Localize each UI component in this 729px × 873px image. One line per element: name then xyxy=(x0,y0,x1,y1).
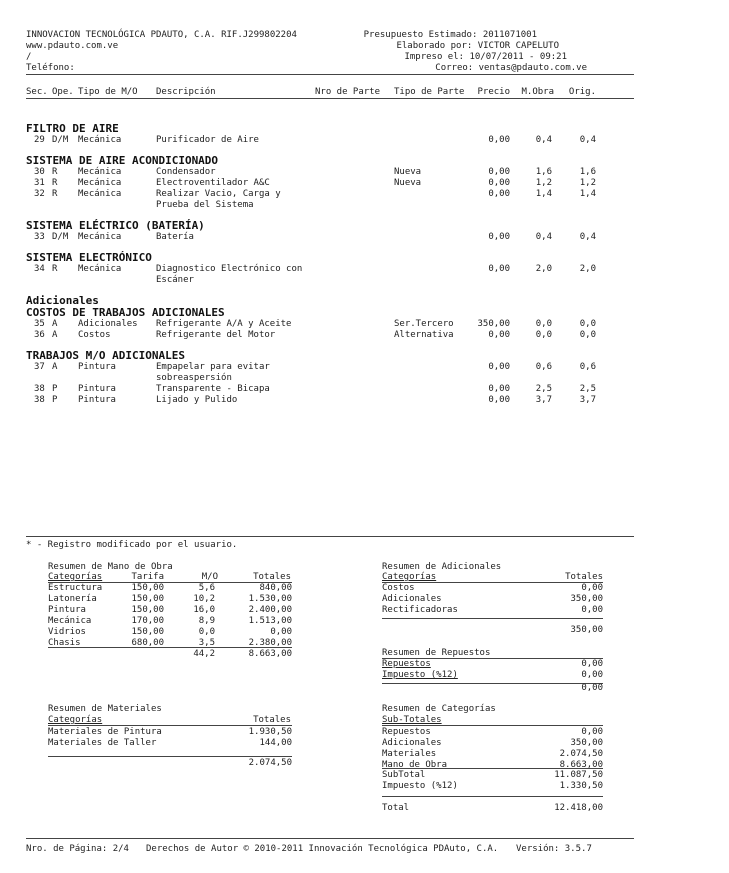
divider xyxy=(382,683,603,684)
summary-category: Chasis xyxy=(48,638,81,648)
divider xyxy=(48,756,292,757)
version: Versión: 3.5.7 xyxy=(516,844,592,854)
item-tipo-parte: Nueva xyxy=(394,178,422,188)
item-sec: 33 xyxy=(34,232,45,242)
divider xyxy=(48,647,292,648)
summary-category: Impuesto (%12) xyxy=(382,670,458,680)
summary-category: Estructura xyxy=(48,583,103,593)
summary-tot: 2.400,00 xyxy=(248,605,292,615)
item-desc-cont: Escáner xyxy=(156,275,194,285)
summary-tarifa: 150,00 xyxy=(131,594,164,604)
item-orig: 1,6 xyxy=(579,167,596,177)
item-sec: 32 xyxy=(34,189,45,199)
item-sec: 29 xyxy=(34,135,45,145)
col-descripcion: Descripción xyxy=(156,87,216,97)
item-precio: 0,00 xyxy=(488,135,510,145)
labor-h-tarifa: Tarifa xyxy=(131,572,164,582)
item-mobra: 0,0 xyxy=(535,319,552,329)
col-tipo-parte: Tipo de Parte xyxy=(394,87,465,97)
item-tipo-parte: Ser.Tercero xyxy=(394,319,454,329)
modified-note: * - Registro modificado por el usuario. xyxy=(26,540,238,550)
item-precio: 0,00 xyxy=(488,178,510,188)
summary-tot: 0,00 xyxy=(581,583,603,593)
subtotal-label: SubTotal xyxy=(382,770,426,780)
copyright: Derechos de Autor © 2010-2011 Innovación Tecnológica PDAuto, C.A. xyxy=(146,844,499,854)
item-precio: 0,00 xyxy=(488,330,510,340)
item-mobra: 0,6 xyxy=(535,362,552,372)
section-title: SISTEMA ELÉCTRICO (BATERÍA) xyxy=(26,219,205,232)
summary-category: Mecánica xyxy=(48,616,92,626)
extras-summary-title: Resumen de Adicionales xyxy=(382,562,502,572)
item-orig: 3,7 xyxy=(579,395,596,405)
summary-mo: 16,0 xyxy=(193,605,215,615)
summary-category: Repuestos xyxy=(382,659,431,669)
item-precio: 0,00 xyxy=(488,384,510,394)
summary-tot: 0,00 xyxy=(581,727,603,737)
item-tipo: Mecánica xyxy=(78,232,122,242)
parts-total: 0,00 xyxy=(581,683,603,693)
section-title: FILTRO DE AIRE xyxy=(26,122,119,135)
item-orig: 1,4 xyxy=(579,189,596,199)
divider xyxy=(48,725,292,726)
email: Correo: ventas@pdauto.com.ve xyxy=(435,63,587,73)
item-mobra: 2,5 xyxy=(535,384,552,394)
item-precio: 0,00 xyxy=(488,167,510,177)
divider xyxy=(382,796,603,797)
summary-tot: 0,00 xyxy=(581,605,603,615)
summary-category: Repuestos xyxy=(382,727,431,737)
item-orig: 1,2 xyxy=(579,178,596,188)
item-tipo: Mecánica xyxy=(78,264,122,274)
item-tipo-parte: Nueva xyxy=(394,167,422,177)
item-desc-cont: Prueba del Sistema xyxy=(156,200,254,210)
grand-total: 12.418,00 xyxy=(554,803,603,813)
budget-number: Presupuesto Estimado: 2011071001 xyxy=(363,30,537,40)
divider xyxy=(26,536,634,537)
extras-total: 350,00 xyxy=(570,625,603,635)
item-ope: A xyxy=(52,362,58,372)
summary-tarifa: 170,00 xyxy=(131,616,164,626)
item-ope: P xyxy=(52,395,58,405)
summary-tot: 840,00 xyxy=(259,583,292,593)
summary-mo: 8,9 xyxy=(198,616,215,626)
extras-h-totales: Totales xyxy=(565,572,603,582)
item-ope: R xyxy=(52,264,58,274)
company-name: INNOVACION TECNOLÓGICA PDAUTO, C.A. RIF.J299802204 xyxy=(26,30,297,40)
item-mobra: 0,4 xyxy=(535,232,552,242)
item-precio: 0,00 xyxy=(488,362,510,372)
col-mobra: M.Obra xyxy=(521,87,554,97)
slash: / xyxy=(26,52,32,62)
page-number: Nro. de Página: 2/4 xyxy=(26,844,129,854)
categories-h-subtotales: Sub-Totales xyxy=(382,715,442,725)
item-desc: Electroventilador A&C xyxy=(156,178,270,188)
item-ope: R xyxy=(52,189,58,199)
item-desc: Purificador de Aire xyxy=(156,135,259,145)
labor-h-totales: Totales xyxy=(253,572,291,582)
col-sec: Sec. xyxy=(26,87,48,97)
summary-category: Materiales de Taller xyxy=(48,738,157,748)
summary-mo: 10,2 xyxy=(193,594,215,604)
item-orig: 0,0 xyxy=(579,319,596,329)
item-desc: Lijado y Pulido xyxy=(156,395,238,405)
printed-date: Impreso el: 10/07/2011 - 09:21 xyxy=(404,52,567,62)
total-label: Total xyxy=(382,803,410,813)
item-mobra: 3,7 xyxy=(535,395,552,405)
categories-summary-title: Resumen de Categorías xyxy=(382,704,496,714)
item-ope: A xyxy=(52,319,58,329)
item-desc: Diagnostico Electrónico con xyxy=(156,264,303,274)
materials-h-cat: Categorías xyxy=(48,715,103,725)
item-precio: 0,00 xyxy=(488,395,510,405)
item-mobra: 0,0 xyxy=(535,330,552,340)
summary-category: Vidrios xyxy=(48,627,86,637)
item-tipo: Pintura xyxy=(78,362,116,372)
item-ope: R xyxy=(52,167,58,177)
labor-total-mo: 44,2 xyxy=(193,649,215,659)
labor-summary-title: Resumen de Mano de Obra xyxy=(48,562,173,572)
summary-tot: 0,00 xyxy=(581,659,603,669)
subtotal-value: 11.087,50 xyxy=(554,770,603,780)
item-desc: Empapelar para evitar xyxy=(156,362,270,372)
item-tipo: Mecánica xyxy=(78,167,122,177)
item-mobra: 1,2 xyxy=(535,178,552,188)
parts-summary-title: Resumen de Repuestos xyxy=(382,648,491,658)
materials-total: 2.074,50 xyxy=(248,758,292,768)
item-desc: Refrigerante A/A y Aceite xyxy=(156,319,292,329)
item-tipo: Mecánica xyxy=(78,178,122,188)
summary-tot: 350,00 xyxy=(570,594,603,604)
item-mobra: 1,4 xyxy=(535,189,552,199)
summary-mo: 5,6 xyxy=(198,583,215,593)
item-desc: Batería xyxy=(156,232,194,242)
col-ope: Ope. xyxy=(52,87,74,97)
item-precio: 0,00 xyxy=(488,232,510,242)
summary-category: Materiales de Pintura xyxy=(48,727,162,737)
col-orig: Orig. xyxy=(568,87,596,97)
item-tipo: Pintura xyxy=(78,395,116,405)
summary-category: Pintura xyxy=(48,605,86,615)
item-tipo-parte: Alternativa xyxy=(394,330,454,340)
item-precio: 0,00 xyxy=(488,264,510,274)
item-desc: Refrigerante del Motor xyxy=(156,330,276,340)
item-ope: D/M xyxy=(52,232,69,242)
section-title: TRABAJOS M/O ADICIONALES xyxy=(26,349,185,362)
summary-tot: 1.513,00 xyxy=(248,616,292,626)
tax-value: 1.330,50 xyxy=(559,781,603,791)
summary-category: Latonería xyxy=(48,594,97,604)
summary-tot: 1.530,00 xyxy=(248,594,292,604)
summary-tarifa: 150,00 xyxy=(131,627,164,637)
item-desc-cont: sobreaspersión xyxy=(156,373,232,383)
summary-category: Rectificadoras xyxy=(382,605,458,615)
item-precio: 0,00 xyxy=(488,189,510,199)
phone-label: Teléfono: xyxy=(26,63,75,73)
item-tipo: Adicionales xyxy=(78,319,138,329)
divider xyxy=(26,838,634,839)
divider xyxy=(26,74,634,75)
item-precio: 350,00 xyxy=(477,319,510,329)
item-desc: Condensador xyxy=(156,167,216,177)
summary-tarifa: 150,00 xyxy=(131,583,164,593)
divider xyxy=(26,98,634,99)
summary-category: Adicionales xyxy=(382,594,442,604)
summary-category: Costos xyxy=(382,583,415,593)
item-sec: 30 xyxy=(34,167,45,177)
item-desc: Transparente - Bicapa xyxy=(156,384,270,394)
section-title: COSTOS DE TRABAJOS ADICIONALES xyxy=(26,306,225,319)
item-sec: 37 xyxy=(34,362,45,372)
item-ope: A xyxy=(52,330,58,340)
item-sec: 38 xyxy=(34,384,45,394)
extras-h-cat: Categorías xyxy=(382,572,437,582)
made-by: Elaborado por: VICTOR CAPELUTO xyxy=(396,41,559,51)
item-orig: 0,4 xyxy=(579,232,596,242)
col-tipo: Tipo de M/O xyxy=(78,87,138,97)
divider xyxy=(382,582,603,583)
item-ope: R xyxy=(52,178,58,188)
labor-h-cat: Categorías xyxy=(48,572,103,582)
summary-mo: 0,0 xyxy=(198,627,215,637)
materials-h-totales: Totales xyxy=(253,715,291,725)
summary-tot: 1.930,50 xyxy=(248,727,292,737)
divider xyxy=(382,768,603,769)
summary-tot: 8.663,00 xyxy=(559,760,603,770)
summary-category: Materiales xyxy=(382,749,437,759)
item-mobra: 1,6 xyxy=(535,167,552,177)
summary-tot: 0,00 xyxy=(270,627,292,637)
company-website: www.pdauto.com.ve xyxy=(26,41,119,51)
materials-summary-title: Resumen de Materiales xyxy=(48,704,162,714)
divider xyxy=(382,725,603,726)
item-orig: 0,6 xyxy=(579,362,596,372)
divider xyxy=(382,618,603,619)
item-orig: 2,5 xyxy=(579,384,596,394)
item-orig: 0,4 xyxy=(579,135,596,145)
labor-h-mo: M/O xyxy=(201,572,218,582)
item-mobra: 2,0 xyxy=(535,264,552,274)
summary-tarifa: 680,00 xyxy=(131,638,164,648)
labor-total: 8.663,00 xyxy=(248,649,292,659)
summary-tot: 2.074,50 xyxy=(559,749,603,759)
summary-category: Adicionales xyxy=(382,738,442,748)
item-orig: 2,0 xyxy=(579,264,596,274)
col-nro-parte: Nro de Parte xyxy=(315,87,381,97)
item-sec: 35 xyxy=(34,319,45,329)
item-ope: D/M xyxy=(52,135,69,145)
summary-tot: 2.380,00 xyxy=(248,638,292,648)
summary-tot: 0,00 xyxy=(581,670,603,680)
item-tipo: Mecánica xyxy=(78,135,122,145)
col-precio: Precio xyxy=(477,87,510,97)
item-tipo: Costos xyxy=(78,330,111,340)
item-sec: 34 xyxy=(34,264,45,274)
section-title: SISTEMA DE AIRE ACONDICIONADO xyxy=(26,154,219,167)
item-sec: 36 xyxy=(34,330,45,340)
item-tipo: Pintura xyxy=(78,384,116,394)
item-ope: P xyxy=(52,384,58,394)
summary-mo: 3,5 xyxy=(198,638,215,648)
item-desc: Realizar Vacio, Carga y xyxy=(156,189,281,199)
summary-tot: 350,00 xyxy=(570,738,603,748)
item-sec: 31 xyxy=(34,178,45,188)
section-title: Adicionales xyxy=(26,294,99,307)
item-orig: 0,0 xyxy=(579,330,596,340)
summary-tot: 144,00 xyxy=(259,738,292,748)
section-title: SISTEMA ELECTRÓNICO xyxy=(26,251,152,264)
summary-category: Mano de Obra xyxy=(382,760,448,770)
summary-tarifa: 150,00 xyxy=(131,605,164,615)
tax-label: Impuesto (%12) xyxy=(382,781,458,791)
item-tipo: Mecánica xyxy=(78,189,122,199)
item-mobra: 0,4 xyxy=(535,135,552,145)
item-sec: 38 xyxy=(34,395,45,405)
